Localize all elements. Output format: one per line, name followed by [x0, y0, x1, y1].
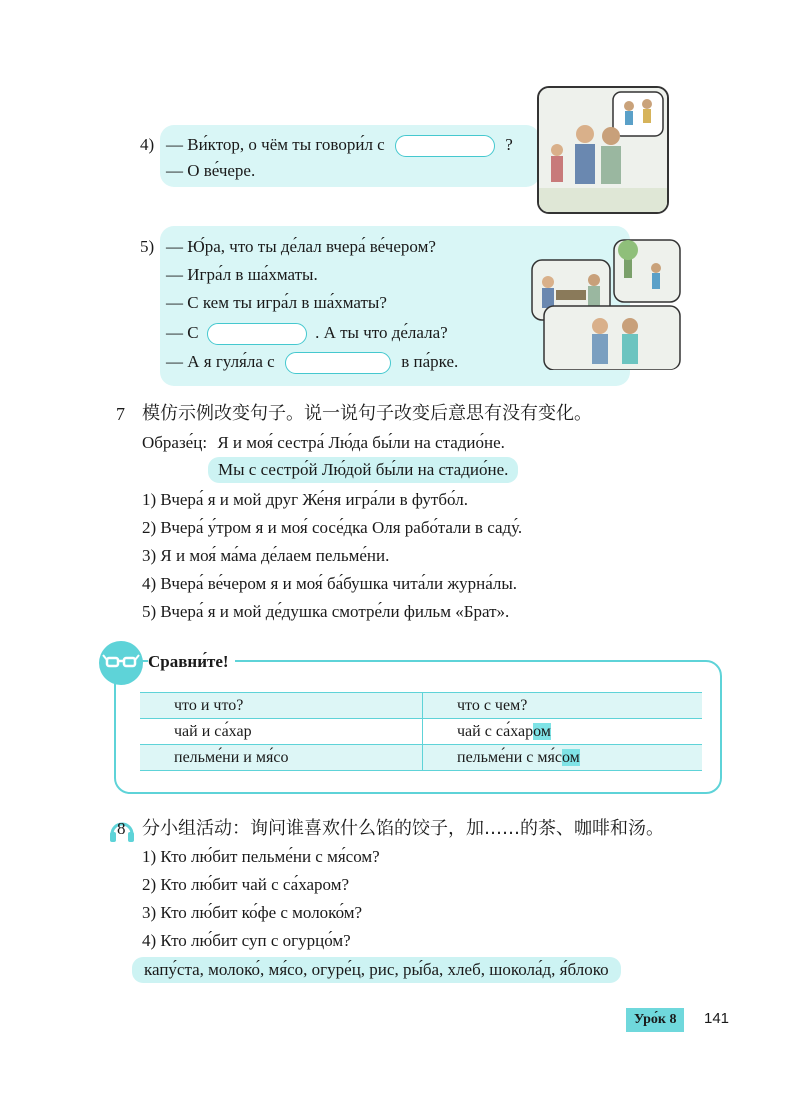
dialogue-line: — О ве́чере.: [166, 161, 256, 180]
dialogue-text: — С: [166, 323, 199, 342]
table-cell: пельме́ни и мя́со: [140, 745, 423, 771]
word-bank: капу́ста, молоко́, мя́со, огуре́ц, рис, ры́ба, хлеб, шокола́д, я́блоко: [132, 957, 621, 983]
compare-table: [140, 692, 702, 771]
item-number: 4): [140, 135, 155, 154]
ending-highlight: ом: [561, 748, 580, 766]
exercise-instruction: 分小组活动：询问谁喜欢什么馅的饺子，加……的茶、咖啡和汤。: [142, 818, 664, 839]
page-number: 141: [704, 1010, 730, 1027]
example-line: [142, 432, 505, 454]
table-row: [140, 719, 702, 745]
table-cell: [423, 745, 703, 771]
illustration-boys-talking: [537, 86, 669, 214]
cell-text: пельме́ни с мя́с: [457, 748, 562, 766]
dialogue-text: . А ты что де́лала?: [315, 323, 448, 342]
exercise-instruction: 模仿示例改变句子。说一说句子改变后意思有没有变化。: [142, 403, 592, 424]
cell-text: что с чем?: [457, 696, 528, 714]
list-item: 4) Кто лю́бит суп с огурцо́м?: [142, 931, 351, 950]
table-cell: [423, 719, 703, 745]
dialogue-line: — Игра́л в ша́хматы.: [166, 265, 318, 284]
dialogue-text: — А я гуля́ла с: [166, 352, 275, 371]
dialogue-line: [166, 351, 458, 374]
dialogue-text: — Ви́ктор, о чём ты говори́л с: [166, 135, 385, 154]
dialogue-text: ?: [505, 135, 513, 154]
example-result: Мы с сестро́й Лю́дой бы́ли на стадио́не.: [208, 457, 518, 483]
list-item: 5) Вчера́ я и мой де́душка смотре́ли фильм «Брат».: [142, 602, 510, 621]
answer-blank[interactable]: [285, 352, 391, 374]
illustration-chess-and-park: [530, 238, 682, 370]
list-item: 2) Кто лю́бит чай с са́харом?: [142, 875, 350, 894]
list-item: 4) Вчера́ ве́чером я и моя́ ба́бушка чита́ли журна́лы.: [142, 574, 518, 593]
dialogue-line: [166, 134, 513, 157]
glasses-icon: [98, 640, 144, 686]
list-item: 2) Вчера́ у́тром я и моя́ сосе́дка Оля рабо́тали в саду́.: [142, 518, 523, 537]
table-cell: что и что?: [140, 693, 423, 719]
dialogue-line: [166, 322, 448, 345]
example-source: Я и моя́ сестра́ Лю́да бы́ли на стадио́не.: [217, 433, 505, 452]
table-cell: чай и са́хар: [140, 719, 423, 745]
table-row: [140, 693, 702, 719]
list-item: 1) Кто лю́бит пельме́ни с мя́сом?: [142, 847, 380, 866]
table-cell: [423, 693, 703, 719]
dialogue-line: — С кем ты игра́л в ша́хматы?: [166, 293, 387, 312]
list-item: 1) Вчера́ я и мой друг Же́ня игра́ли в футбо́л.: [142, 490, 469, 509]
ending-highlight: ом: [533, 722, 551, 740]
answer-blank[interactable]: [395, 135, 495, 157]
lesson-label: Уро́к 8: [626, 1008, 684, 1032]
example-label: Образе́ц:: [142, 433, 208, 452]
cell-text: чай с са́хар: [457, 722, 534, 740]
dialogue-line: — Ю́ра, что ты де́лал вчера́ ве́чером?: [166, 237, 436, 256]
table-row: [140, 745, 702, 771]
answer-blank[interactable]: [207, 323, 307, 345]
exercise-number: 8: [117, 819, 126, 838]
dialogue-text: в па́рке.: [401, 352, 459, 371]
compare-title: Сравни́те!: [148, 651, 235, 673]
list-item: 3) Кто лю́бит ко́фе с молоко́м?: [142, 903, 363, 922]
list-item: 3) Я и моя́ ма́ма де́лаем пельме́ни.: [142, 546, 390, 565]
exercise-number: 7: [116, 404, 125, 424]
item-number: 5): [140, 237, 155, 256]
